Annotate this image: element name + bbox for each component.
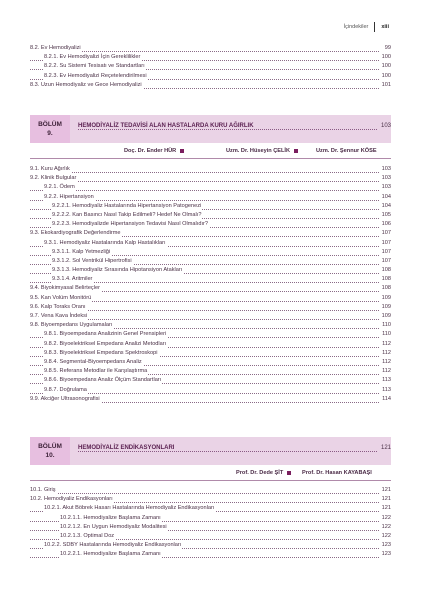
toc-entry-title: 10.2. Hemodiyaliz Endikasyonları xyxy=(30,495,114,504)
toc-entry-page: 104 xyxy=(381,202,391,211)
toc-entry-page: 108 xyxy=(381,266,391,275)
toc-entry[interactable] xyxy=(30,211,391,220)
toc-entry[interactable] xyxy=(30,193,391,202)
toc-entry[interactable] xyxy=(30,266,391,275)
author: Prof. Dr. Dede ŞİT xyxy=(236,470,295,476)
toc-entry-page: 105 xyxy=(381,211,391,220)
toc-entry-page: 123 xyxy=(381,541,391,550)
toc-entry-page: 109 xyxy=(381,312,391,321)
toc-entry[interactable] xyxy=(30,239,391,248)
toc-entry-page: 122 xyxy=(381,532,391,541)
toc-entry[interactable] xyxy=(30,495,391,504)
toc-entry-page: 112 xyxy=(381,349,391,358)
author: Uzm. Dr. Şennur KÖSE xyxy=(316,148,377,154)
toc-entry-page: 107 xyxy=(381,239,391,248)
toc-entry[interactable] xyxy=(30,541,391,550)
toc-entry-page: 109 xyxy=(381,294,391,303)
toc-entry[interactable] xyxy=(30,358,391,367)
toc-entry-page: 104 xyxy=(381,193,391,202)
author: Doç. Dr. Ender HÜR xyxy=(124,148,188,154)
running-header-section: İçindekiler xyxy=(343,24,369,30)
toc-entry-page: 110 xyxy=(381,321,391,330)
toc-entry-title: 10.2.2.1. Hemodiyalize Başlama Zamanı xyxy=(60,550,162,559)
authors-rule xyxy=(30,480,391,481)
toc-entry-page: 123 xyxy=(381,550,391,559)
toc-entry[interactable] xyxy=(30,395,391,404)
toc-entry[interactable] xyxy=(30,514,391,523)
toc-entry-title: 9.8. Biyoempedans Uygulamaları xyxy=(30,321,113,330)
toc-entry-page: 114 xyxy=(381,395,391,404)
toc-entry[interactable] xyxy=(30,62,391,71)
toc-entry[interactable] xyxy=(30,386,391,395)
toc-entry[interactable] xyxy=(30,550,391,559)
chapter-10-authors xyxy=(30,469,391,479)
chapter-10-title: HEMODİYALİZ ENDİKASYONLARI xyxy=(78,445,175,451)
toc-entry-page: 101 xyxy=(381,81,391,90)
author-separator-icon xyxy=(180,149,184,153)
chapter-9-label-word: BÖLÜM xyxy=(38,121,62,128)
author-separator-icon xyxy=(294,149,298,153)
toc-entry[interactable] xyxy=(30,44,391,53)
page-number: xiii xyxy=(381,24,389,30)
toc-entry[interactable] xyxy=(30,376,391,385)
toc-entry-title: 10.2.2. SDBY Hastalarında Hemodiyaliz Endikasyonları xyxy=(44,541,182,550)
toc-entry-page: 113 xyxy=(381,376,391,385)
toc-entry[interactable] xyxy=(30,523,391,532)
toc-entry[interactable] xyxy=(30,284,391,293)
toc-entry-page: 103 xyxy=(381,183,391,192)
toc-entry-title: 9.8.5. Referans Metodlar ile Karşılaştırma xyxy=(44,367,148,376)
toc-entry-page: 106 xyxy=(381,220,391,229)
toc-chapter-9 xyxy=(30,165,391,404)
toc-entry-title: 9.2.2.1. Hemodiyaliz Hastalarında Hipertansiyon Patogenezi xyxy=(52,202,202,211)
dot-leader xyxy=(30,165,379,173)
header-divider xyxy=(374,22,375,32)
toc-entry-title: 10.2.1. Akut Böbrek Hasarı Hastalarında Hemodiyaliz Endikasyonları xyxy=(44,504,215,513)
toc-entry-page: 108 xyxy=(381,275,391,284)
toc-entry-title: 9.3. Ekokardiyografik Değerlendirme xyxy=(30,229,121,238)
toc-entry-page: 121 xyxy=(381,486,391,495)
toc-entry[interactable] xyxy=(30,303,391,312)
toc-entry-title: 9.4. Biyokimyasal Belirteçler xyxy=(30,284,101,293)
dot-leader xyxy=(30,486,379,494)
toc-entry-page: 121 xyxy=(381,495,391,504)
chapter-10-page: 121 xyxy=(380,445,391,451)
toc-entry[interactable] xyxy=(30,202,391,211)
toc-entry[interactable] xyxy=(30,312,391,321)
toc-entry-title: 9.2.1. Ödem xyxy=(44,183,76,192)
toc-entry[interactable] xyxy=(30,165,391,174)
toc-entry-title: 9.2.2. Hipertansiyon xyxy=(44,193,95,202)
toc-entry-page: 121 xyxy=(381,504,391,513)
author: Uzm. Dr. Hüseyin ÇELİK xyxy=(226,148,302,154)
toc-entry-title: 10.2.1.3. Optimal Doz xyxy=(60,532,115,541)
toc-entry-title: 10.2.1.1. Hemodiyalize Başlama Zamanı xyxy=(60,514,162,523)
toc-entry[interactable] xyxy=(30,257,391,266)
chapter-9-title: HEMODİYALİZ TEDAVİSİ ALAN HASTALARDA KURU AĞIRLIK xyxy=(78,123,254,129)
toc-entry-title: 9.1. Kuru Ağırlık xyxy=(30,165,71,174)
toc-entry-page: 107 xyxy=(381,257,391,266)
toc-entry-title: 8.2. Ev Hemodiyalizi xyxy=(30,44,82,53)
toc-entry[interactable] xyxy=(30,321,391,330)
toc-entry-page: 103 xyxy=(381,174,391,183)
toc-entry[interactable] xyxy=(30,174,391,183)
toc-entry-title: 9.2. Klinik Bulgular xyxy=(30,174,77,183)
toc-entry[interactable] xyxy=(30,275,391,284)
toc-entry[interactable] xyxy=(30,220,391,229)
dot-leader xyxy=(30,183,379,191)
toc-entry-title: 9.2.2.2. Kan Basıncı Nasıl Takip Edilmeli? Hedef Ne Olmalı? xyxy=(52,211,202,220)
author-separator-icon xyxy=(287,471,291,475)
toc-entry-title: 9.8.6. Biyoempedans Analiz Ölçüm Standartları xyxy=(44,376,162,385)
toc-entry-title: 9.5. Kan Volüm Monitörü xyxy=(30,294,92,303)
chapter-10-banner[interactable] xyxy=(30,437,391,465)
toc-entry[interactable] xyxy=(30,330,391,339)
toc-chapter-10 xyxy=(30,486,391,560)
chapter-9-authors xyxy=(30,147,391,157)
toc-entry-title: 9.3.1.4. Aritmiler xyxy=(52,275,93,284)
toc-entry-page: 103 xyxy=(381,165,391,174)
chapter-9-label-number: 9. xyxy=(47,130,53,137)
toc-entry[interactable] xyxy=(30,229,391,238)
toc-entry-page: 110 xyxy=(381,330,391,339)
toc-entry[interactable] xyxy=(30,81,391,90)
toc-entry-title: 10.2.1.2. En Uygun Hemodiyaliz Modalitesi xyxy=(60,523,168,532)
toc-entry-page: 122 xyxy=(381,514,391,523)
toc-entry-page: 100 xyxy=(381,62,391,71)
toc-entry-title: 8.2.3. Ev Hemodiyalizi Reçetelendirilmesi xyxy=(44,72,148,81)
toc-entry-title: 9.2.2.3. Hemodiyalizde Hipertansiyon Tedavisi Nasıl Olmalıdır? xyxy=(52,220,209,229)
toc-entry[interactable] xyxy=(30,53,391,62)
toc-entry-page: 107 xyxy=(381,248,391,257)
toc-entry-page: 99 xyxy=(384,44,391,53)
toc-entry-title: 9.3.1.1. Kalp Yetmezliği xyxy=(52,248,111,257)
toc-entry-title: 10.1. Giriş xyxy=(30,486,57,495)
toc-entry[interactable] xyxy=(30,248,391,257)
chapter-10-label-word: BÖLÜM xyxy=(38,443,62,450)
toc-entry-title: 9.8.3. Biyoelektriksel Empedans Spektroskopi xyxy=(44,349,159,358)
toc-entry[interactable] xyxy=(30,340,391,349)
toc-entry-title: 8.2.1. Ev Hemodiyalizi İçin Gereklilikler xyxy=(44,53,141,62)
toc-entry[interactable] xyxy=(30,504,391,513)
chapter-10-label-number: 10. xyxy=(45,452,55,459)
authors-rule xyxy=(30,158,391,159)
author: Prof. Dr. Hasan KAYABAŞI xyxy=(302,470,372,476)
toc-entry-page: 107 xyxy=(381,229,391,238)
toc-entry-title: 8.3. Uzun Hemodiyaliz ve Gece Hemodiyalizi xyxy=(30,81,143,90)
toc-entry[interactable] xyxy=(30,532,391,541)
toc-entry-page: 122 xyxy=(381,523,391,532)
toc-entry-title: 9.9. Akciğer Ultrasonografisi xyxy=(30,395,101,404)
toc-entry-title: 9.8.1. Biyoempedans Analizinin Genel Prensipleri xyxy=(44,330,167,339)
toc-entry-title: 8.2.2. Su Sistemi Tesisatı ve Standartları xyxy=(44,62,146,71)
toc-entry-page: 112 xyxy=(381,367,391,376)
toc-entry-page: 108 xyxy=(381,284,391,293)
toc-entry[interactable] xyxy=(30,183,391,192)
dot-leader xyxy=(30,44,379,52)
dot-leader xyxy=(30,174,379,182)
toc-entry[interactable] xyxy=(30,294,391,303)
chapter-9-banner[interactable] xyxy=(30,115,391,143)
toc-entry-page: 100 xyxy=(381,53,391,62)
toc-entry-title: 9.3.1. Hemodiyaliz Hastalarında Kalp Hastalıkları xyxy=(44,239,167,248)
toc-entry-page: 112 xyxy=(381,358,391,367)
toc-entry-page: 112 xyxy=(381,340,391,349)
toc-entry-page: 100 xyxy=(381,72,391,81)
chapter-9-page: 103 xyxy=(380,123,391,129)
toc-entry-title: 9.8.2. Biyoelektriksel Empedans Analizi Metodları xyxy=(44,340,167,349)
toc-entry-title: 9.7. Vena Kava İndeksi xyxy=(30,312,88,321)
toc-entry-title: 9.6. Kalp Toraks Oranı xyxy=(30,303,87,312)
toc-entry[interactable] xyxy=(30,367,391,376)
toc-entry[interactable] xyxy=(30,486,391,495)
toc-entry-page: 109 xyxy=(381,303,391,312)
toc-entry-title: 9.3.1.2. Sol Ventrikül Hipertrofisi xyxy=(52,257,133,266)
toc-entry-title: 9.8.4. Segmental-Biyoempedans Analiz xyxy=(44,358,143,367)
toc-entry-title: 9.8.7. Doğrulama xyxy=(44,386,88,395)
chapter-10-label xyxy=(30,437,70,465)
toc-entry-page: 113 xyxy=(381,386,391,395)
toc-entry[interactable] xyxy=(30,349,391,358)
running-header xyxy=(344,22,389,32)
toc-block-top xyxy=(30,44,391,90)
toc-entry-title: 9.3.1.3. Hemodiyaliz Sırasında Hipotansiyon Atakları xyxy=(52,266,183,275)
chapter-9-label xyxy=(30,115,70,143)
toc-entry[interactable] xyxy=(30,72,391,81)
